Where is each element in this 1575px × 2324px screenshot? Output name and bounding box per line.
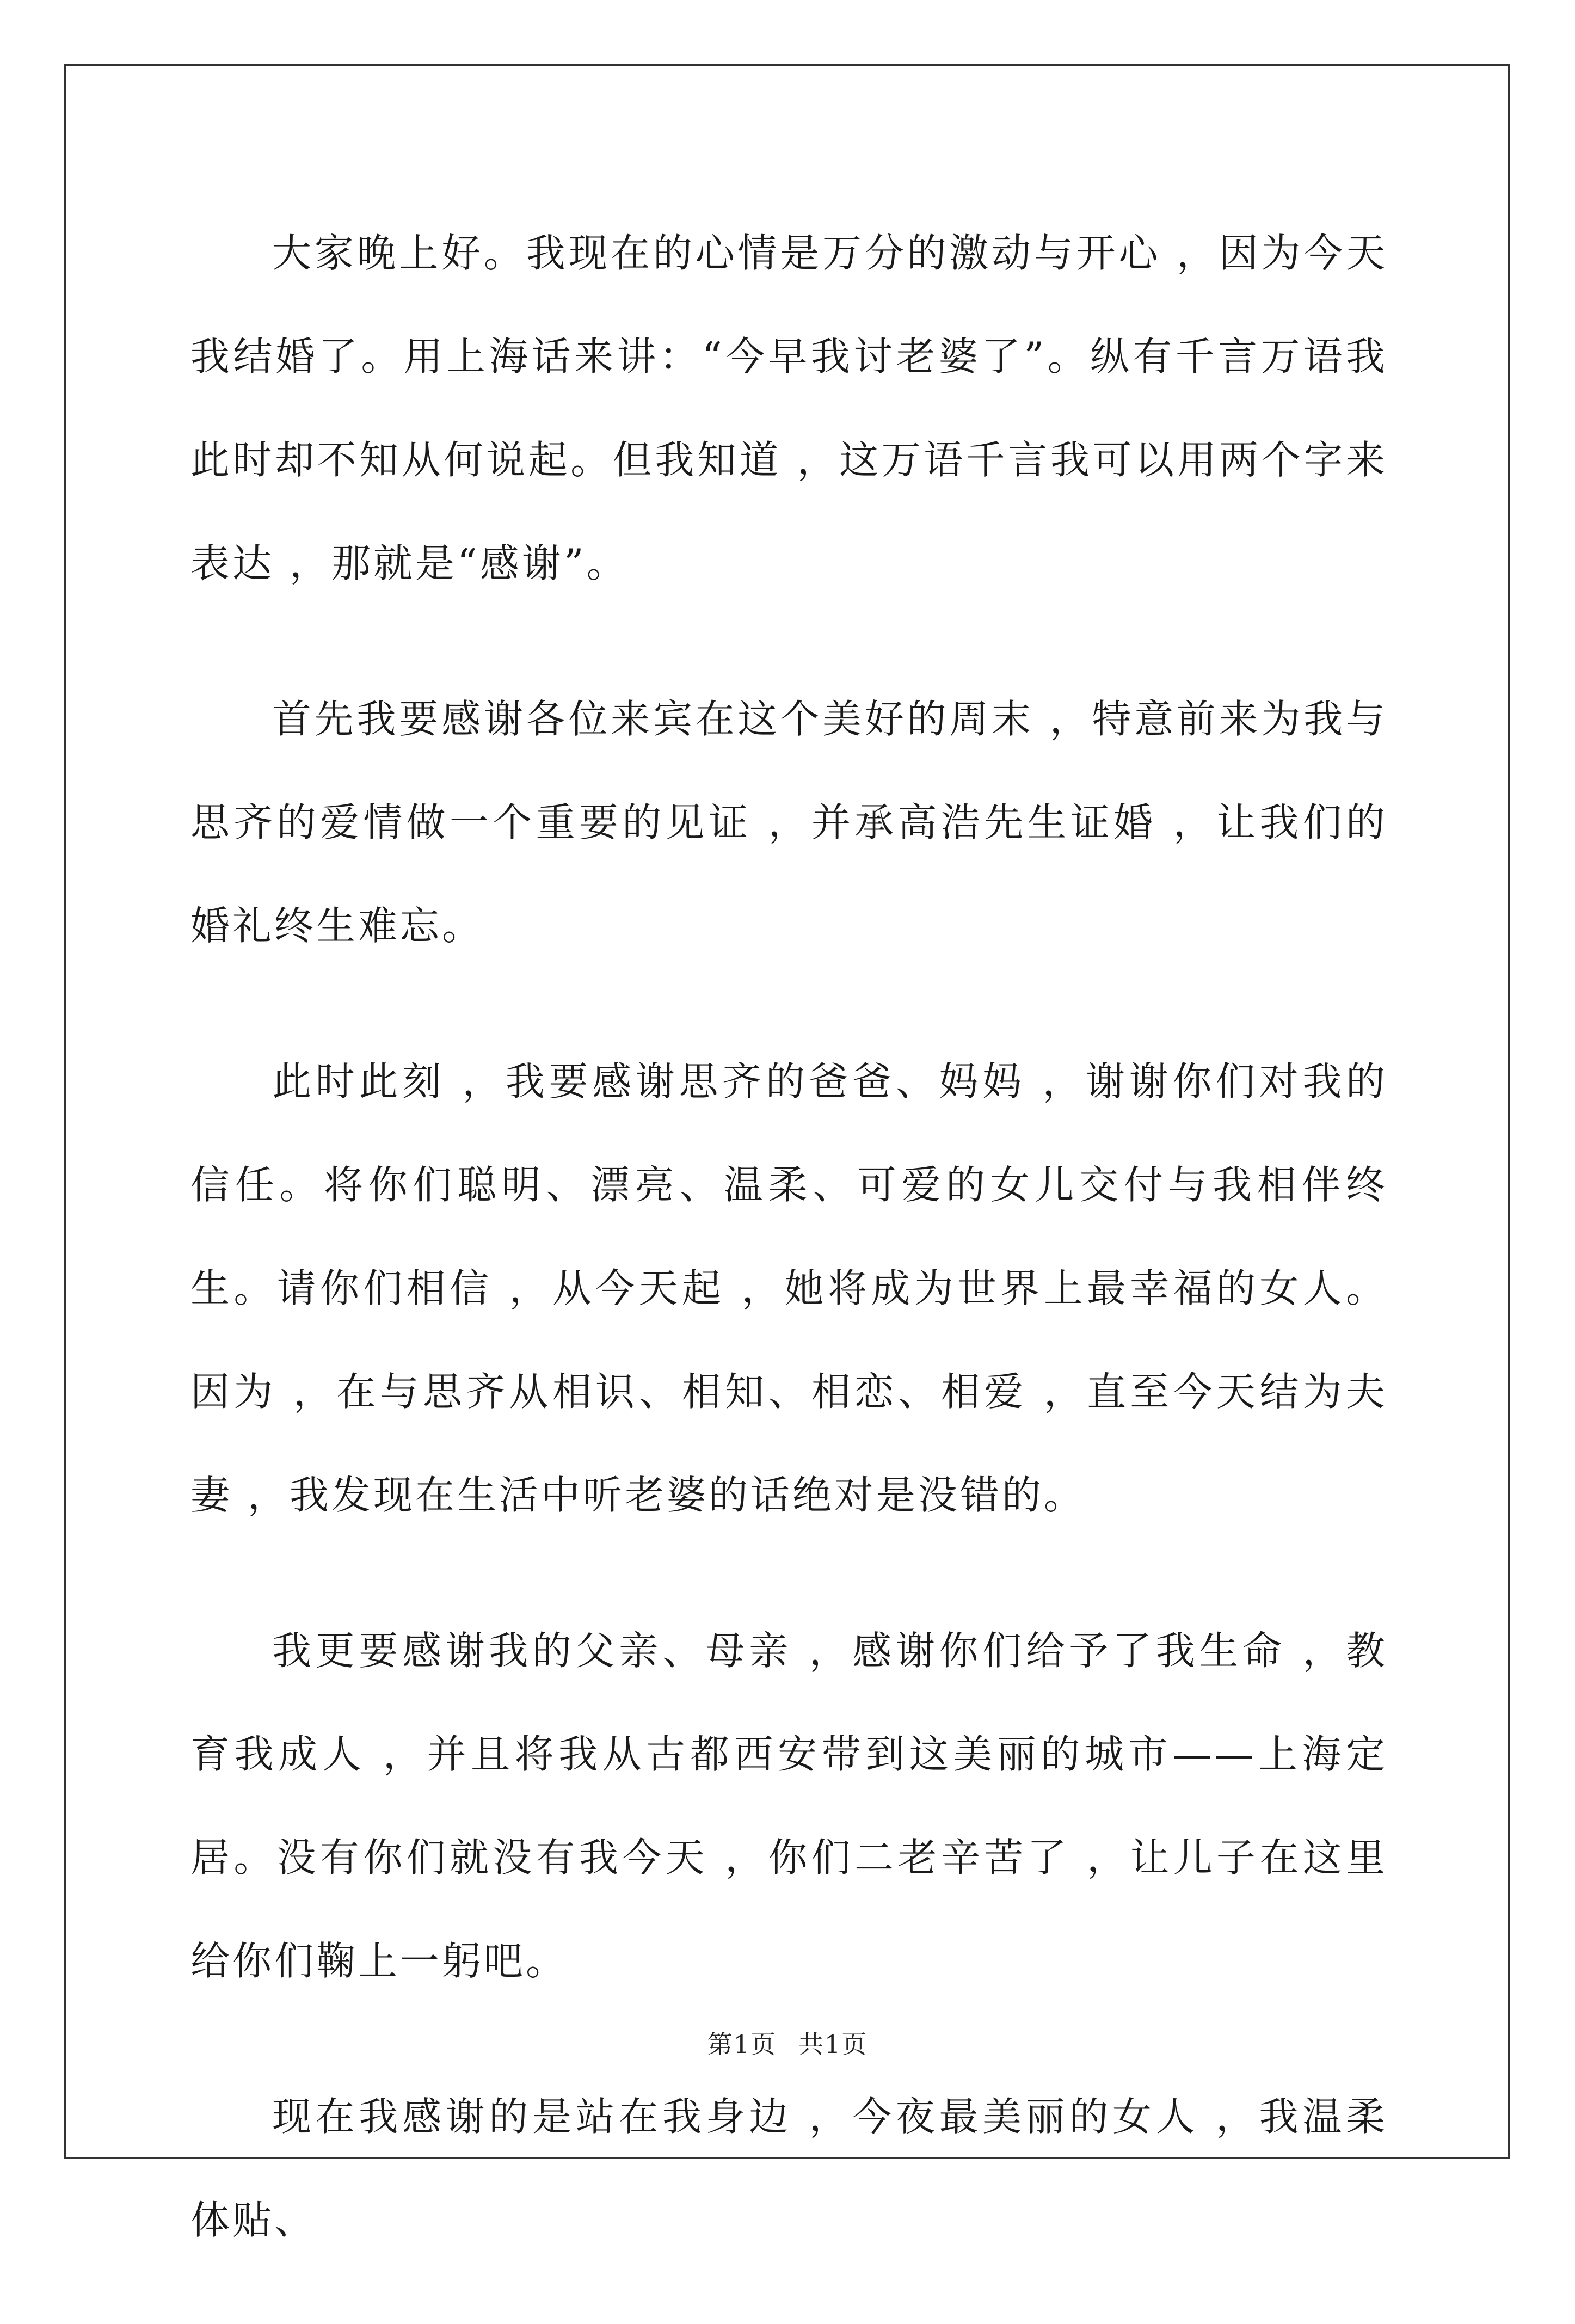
paragraph: 大家晚上好。我现在的心情是万分的激动与开心 ，因为今天我结婚了。用上海话来讲：“今早我讨老婆了”。纵有千言万语我此时却不知从何说起。但我知道 ，这万语千言我可以用两个字来表达 ，那就是“感谢”。: [190, 230, 1388, 586]
paragraph: 首先我要感谢各位来宾在这个美好的周末 ，特意前来为我与思齐的爱情做一个重要的见证 ，并承高浩先生证婚 ，让我们的婚礼终生难忘。: [190, 696, 1388, 949]
document-body: [190, 201, 1388, 2324]
page-footer: [0, 2025, 1575, 2061]
paragraph: 此时此刻 ，我要感谢思齐的爸爸、妈妈 ，谢谢你们对我的信任。将你们聪明、漂亮、温柔、可爱的女儿交付与我相伴终生。请你们相信 ，从今天起 ，她将成为世界上最幸福的女人。因为 ，在与思齐从相识、相知、相恋、相爱 ，直至今天结为夫妻 ，我发现在生活中听老婆的话绝对是没错的。: [190, 1059, 1388, 1518]
page-number: 第1页: [707, 2030, 777, 2059]
paragraph: 现在我感谢的是站在我身边 ，今夜最美丽的女人 ，我温柔体贴、: [190, 2094, 1388, 2243]
paragraph: 我更要感谢我的父亲、母亲 ，感谢你们给予了我生命 ，教育我成人 ，并且将我从古都西安带到这美丽的城市——上海定居。没有你们就没有我今天 ，你们二老辛苦了 ，让儿子在这里给你们鞠上一躬吧。: [190, 1628, 1388, 1984]
page-total: 共1页: [798, 2030, 868, 2059]
